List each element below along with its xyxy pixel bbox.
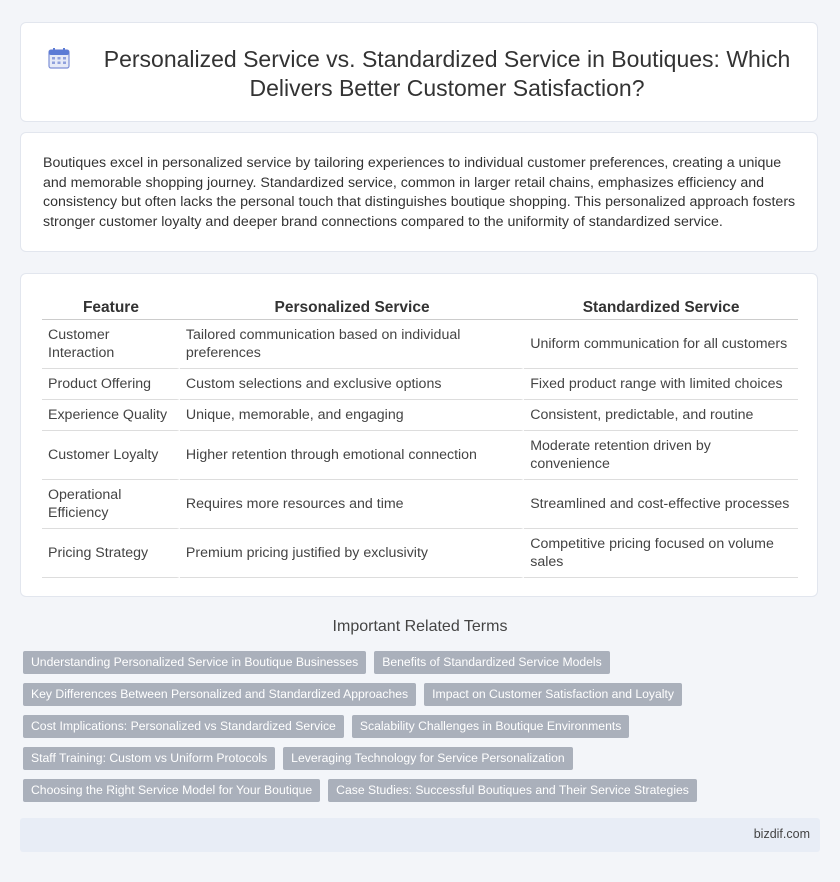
related-term-tag[interactable]: Understanding Personalized Service in Boutique Businesses [23,651,366,674]
title-card [20,22,818,122]
table-row [42,529,798,578]
related-term-tag[interactable]: Staff Training: Custom vs Uniform Protocols [23,747,275,770]
comparison-table [42,296,798,578]
related-terms-title: Important Related Terms [332,618,508,635]
table-row [42,431,798,480]
related-term-tag[interactable]: Cost Implications: Personalized vs Standardized Service [23,715,344,738]
table-cell: Operational Efficiency [42,480,180,529]
related-term-tag[interactable]: Impact on Customer Satisfaction and Loyalty [424,683,682,706]
related-term-tag[interactable]: Key Differences Between Personalized and Standardized Approaches [23,683,416,706]
related-term-tag[interactable]: Leveraging Technology for Service Personalization [283,747,572,770]
table-cell: Product Offering [42,369,180,400]
table-cell: Premium pricing justified by exclusivity [180,529,524,578]
table-cell: Tailored communication based on individual preferences [180,320,524,369]
comparison-table-card [20,273,818,597]
table-cell: Requires more resources and time [180,480,524,529]
footer-site-link[interactable]: bizdif.com [753,827,810,841]
table-cell: Fixed product range with limited choices [524,369,798,400]
table-cell: Consistent, predictable, and routine [524,400,798,431]
related-terms-list [23,651,803,811]
table-cell: Custom selections and exclusive options [180,369,524,400]
table-cell: Pricing Strategy [42,529,180,578]
table-cell: Experience Quality [42,400,180,431]
table-cell: Uniform communication for all customers [524,320,798,369]
page-title: Personalized Service vs. Standardized Service in Boutiques: Which Delivers Better Customer Satisfaction? [103,46,791,101]
calendar-icon [48,47,70,69]
table-cell: Customer Interaction [42,320,180,369]
intro-paragraph: Boutiques excel in personalized service by tailoring experiences to individual customer preferences, creating a unique and memorable shopping journey. Standardized service, common in larger retail chains, emphasizes efficiency and consistency but often lacks the personal touch that distinguishes boutique shopping. This personalized approach fosters stronger customer loyalty and deeper brand connections compared to the uniformity of standardized service. [43,155,796,230]
header-personalized: Personalized Service [180,296,524,320]
table-row [42,400,798,431]
table-row [42,320,798,369]
table-header-row [42,296,798,320]
intro-card [20,132,818,252]
table-cell: Streamlined and cost-effective processes [524,480,798,529]
table-row [42,480,798,529]
table-cell: Customer Loyalty [42,431,180,480]
header-feature: Feature [42,296,180,320]
table-cell: Moderate retention driven by convenience [524,431,798,480]
related-term-tag[interactable]: Choosing the Right Service Model for Your Boutique [23,779,320,802]
table-row [42,369,798,400]
related-term-tag[interactable]: Scalability Challenges in Boutique Environments [352,715,630,738]
table-cell: Higher retention through emotional connection [180,431,524,480]
footer [20,818,820,852]
related-term-tag[interactable]: Case Studies: Successful Boutiques and Their Service Strategies [328,779,697,802]
table-cell: Competitive pricing focused on volume sales [524,529,798,578]
table-cell: Unique, memorable, and engaging [180,400,524,431]
related-term-tag[interactable]: Benefits of Standardized Service Models [374,651,610,674]
header-standardized: Standardized Service [524,296,798,320]
